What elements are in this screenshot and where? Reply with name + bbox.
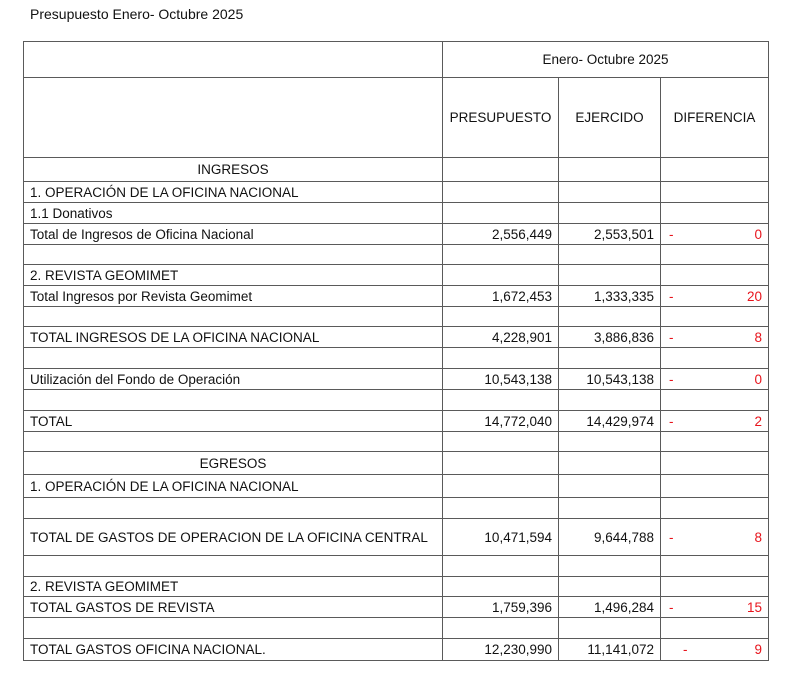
presupuesto-cell (443, 556, 559, 577)
row-label (24, 556, 443, 577)
header-row-columns (24, 78, 769, 158)
diferencia-cell (661, 307, 769, 327)
table-row-blank (24, 498, 769, 519)
presupuesto-cell: 1,672,453 (443, 286, 559, 307)
table-row (24, 577, 769, 597)
table-row-blank (24, 432, 769, 452)
ejercido-cell (559, 498, 661, 519)
row-label: TOTAL DE GASTOS DE OPERACION DE LA OFICINA CENTRAL (24, 519, 443, 556)
row-label (24, 245, 443, 265)
table-row-blank (24, 556, 769, 577)
row-label: 2. REVISTA GEOMIMET (24, 577, 443, 597)
presupuesto-cell: 2,556,449 (443, 224, 559, 245)
table-row-blank (24, 390, 769, 411)
diferencia-cell (661, 369, 769, 390)
header-row-period (24, 42, 769, 78)
section-row (24, 452, 769, 475)
table-row-blank (24, 245, 769, 265)
table-row (24, 411, 769, 432)
table-row (24, 265, 769, 286)
diferencia-cell (661, 639, 769, 661)
table-row (24, 639, 769, 661)
diferencia-cell (661, 390, 769, 411)
diferencia-value: 15 (746, 599, 762, 615)
ejercido-cell (559, 432, 661, 452)
budget-table (23, 41, 769, 661)
table-row (24, 203, 769, 224)
presupuesto-cell: 14,772,040 (443, 411, 559, 432)
column-header-ejercido: EJERCIDO (559, 78, 661, 158)
diferencia-sign: - (669, 529, 674, 545)
diferencia-cell (661, 519, 769, 556)
row-label: TOTAL (24, 411, 443, 432)
diferencia-cell (661, 498, 769, 519)
row-label (24, 498, 443, 519)
header-empty-cell (24, 42, 443, 78)
presupuesto-cell: 10,543,138 (443, 369, 559, 390)
table-row (24, 475, 769, 498)
table-row-blank (24, 348, 769, 369)
ejercido-cell (559, 265, 661, 286)
presupuesto-cell (443, 432, 559, 452)
diferencia-value: 9 (754, 642, 762, 657)
ejercido-cell: 2,553,501 (559, 224, 661, 245)
diferencia-value: 2 (754, 413, 762, 429)
ejercido-cell: 3,886,836 (559, 327, 661, 348)
ejercido-cell (559, 618, 661, 639)
diferencia-sign: - (683, 642, 688, 657)
presupuesto-cell: 4,228,901 (443, 327, 559, 348)
presupuesto-cell: 1,759,396 (443, 597, 559, 618)
ejercido-cell (559, 577, 661, 597)
table-row-blank (24, 307, 769, 327)
row-label: Total Ingresos por Revista Geomimet (24, 286, 443, 307)
diferencia-value: 0 (754, 371, 762, 387)
diferencia-value: 0 (754, 226, 762, 242)
presupuesto-cell (443, 307, 559, 327)
diferencia-value: 8 (754, 529, 762, 545)
diferencia-cell (661, 327, 769, 348)
presupuesto-cell (443, 265, 559, 286)
ejercido-cell (559, 556, 661, 577)
presupuesto-cell (443, 348, 559, 369)
table-row (24, 286, 769, 307)
row-label (24, 348, 443, 369)
row-label: TOTAL GASTOS DE REVISTA (24, 597, 443, 618)
diferencia-cell (661, 182, 769, 203)
ejercido-cell (559, 390, 661, 411)
presupuesto-cell: 10,471,594 (443, 519, 559, 556)
row-label (24, 307, 443, 327)
diferencia-cell (661, 556, 769, 577)
presupuesto-cell (443, 245, 559, 265)
diferencia-sign: - (669, 599, 674, 615)
row-label: 1. OPERACIÓN DE LA OFICINA NACIONAL (24, 182, 443, 203)
presupuesto-cell (443, 158, 559, 182)
diferencia-cell (661, 411, 769, 432)
diferencia-cell (661, 348, 769, 369)
ejercido-cell (559, 245, 661, 265)
diferencia-sign: - (669, 329, 674, 345)
table-row (24, 182, 769, 203)
ejercido-cell: 10,543,138 (559, 369, 661, 390)
presupuesto-cell (443, 203, 559, 224)
section-title: EGRESOS (24, 452, 443, 475)
ejercido-cell: 1,333,335 (559, 286, 661, 307)
row-label: Total de Ingresos de Oficina Nacional (24, 224, 443, 245)
table-row-blank (24, 618, 769, 639)
diferencia-sign: - (669, 371, 674, 387)
diferencia-sign: - (669, 288, 674, 304)
diferencia-value: 8 (754, 329, 762, 345)
diferencia-cell (661, 265, 769, 286)
presupuesto-cell (443, 498, 559, 519)
presupuesto-cell: 12,230,990 (443, 639, 559, 661)
row-label: TOTAL GASTOS OFICINA NACIONAL. (24, 639, 443, 661)
diferencia-cell (661, 577, 769, 597)
presupuesto-cell (443, 577, 559, 597)
ejercido-cell: 11,141,072 (559, 639, 661, 661)
diferencia-cell (661, 452, 769, 475)
ejercido-cell (559, 452, 661, 475)
ejercido-cell (559, 307, 661, 327)
table-row (24, 224, 769, 245)
ejercido-cell (559, 348, 661, 369)
row-label (24, 390, 443, 411)
ejercido-cell (559, 182, 661, 203)
row-label: TOTAL INGRESOS DE LA OFICINA NACIONAL (24, 327, 443, 348)
table-row (24, 369, 769, 390)
row-label: 1.1 Donativos (24, 203, 443, 224)
presupuesto-cell (443, 475, 559, 498)
diferencia-cell (661, 245, 769, 265)
ejercido-cell: 14,429,974 (559, 411, 661, 432)
column-header-presupuesto: PRESUPUESTO (443, 78, 559, 158)
row-label: 1. OPERACIÓN DE LA OFICINA NACIONAL (24, 475, 443, 498)
presupuesto-cell (443, 618, 559, 639)
period-header: Enero- Octubre 2025 (443, 42, 769, 78)
diferencia-cell (661, 432, 769, 452)
diferencia-cell (661, 597, 769, 618)
diferencia-cell (661, 618, 769, 639)
presupuesto-cell (443, 182, 559, 203)
table-row (24, 597, 769, 618)
presupuesto-cell (443, 452, 559, 475)
ejercido-cell (559, 158, 661, 182)
diferencia-cell (661, 158, 769, 182)
presupuesto-cell (443, 390, 559, 411)
ejercido-cell: 1,496,284 (559, 597, 661, 618)
row-label (24, 432, 443, 452)
section-title: INGRESOS (24, 158, 443, 182)
diferencia-cell (661, 203, 769, 224)
row-label: 2. REVISTA GEOMIMET (24, 265, 443, 286)
diferencia-sign: - (669, 226, 674, 242)
table-row (24, 327, 769, 348)
diferencia-value: 20 (746, 288, 762, 304)
row-label: Utilización del Fondo de Operación (24, 369, 443, 390)
column-header-diferencia: DIFERENCIA (661, 78, 769, 158)
diferencia-sign: - (669, 413, 674, 429)
table-row (24, 519, 769, 556)
diferencia-cell (661, 224, 769, 245)
ejercido-cell (559, 475, 661, 498)
ejercido-cell: 9,644,788 (559, 519, 661, 556)
document-title: Presupuesto Enero- Octubre 2025 (30, 6, 244, 22)
ejercido-cell (559, 203, 661, 224)
diferencia-cell (661, 475, 769, 498)
section-row (24, 158, 769, 182)
row-label (24, 618, 443, 639)
header-empty-cell (24, 78, 443, 158)
diferencia-cell (661, 286, 769, 307)
